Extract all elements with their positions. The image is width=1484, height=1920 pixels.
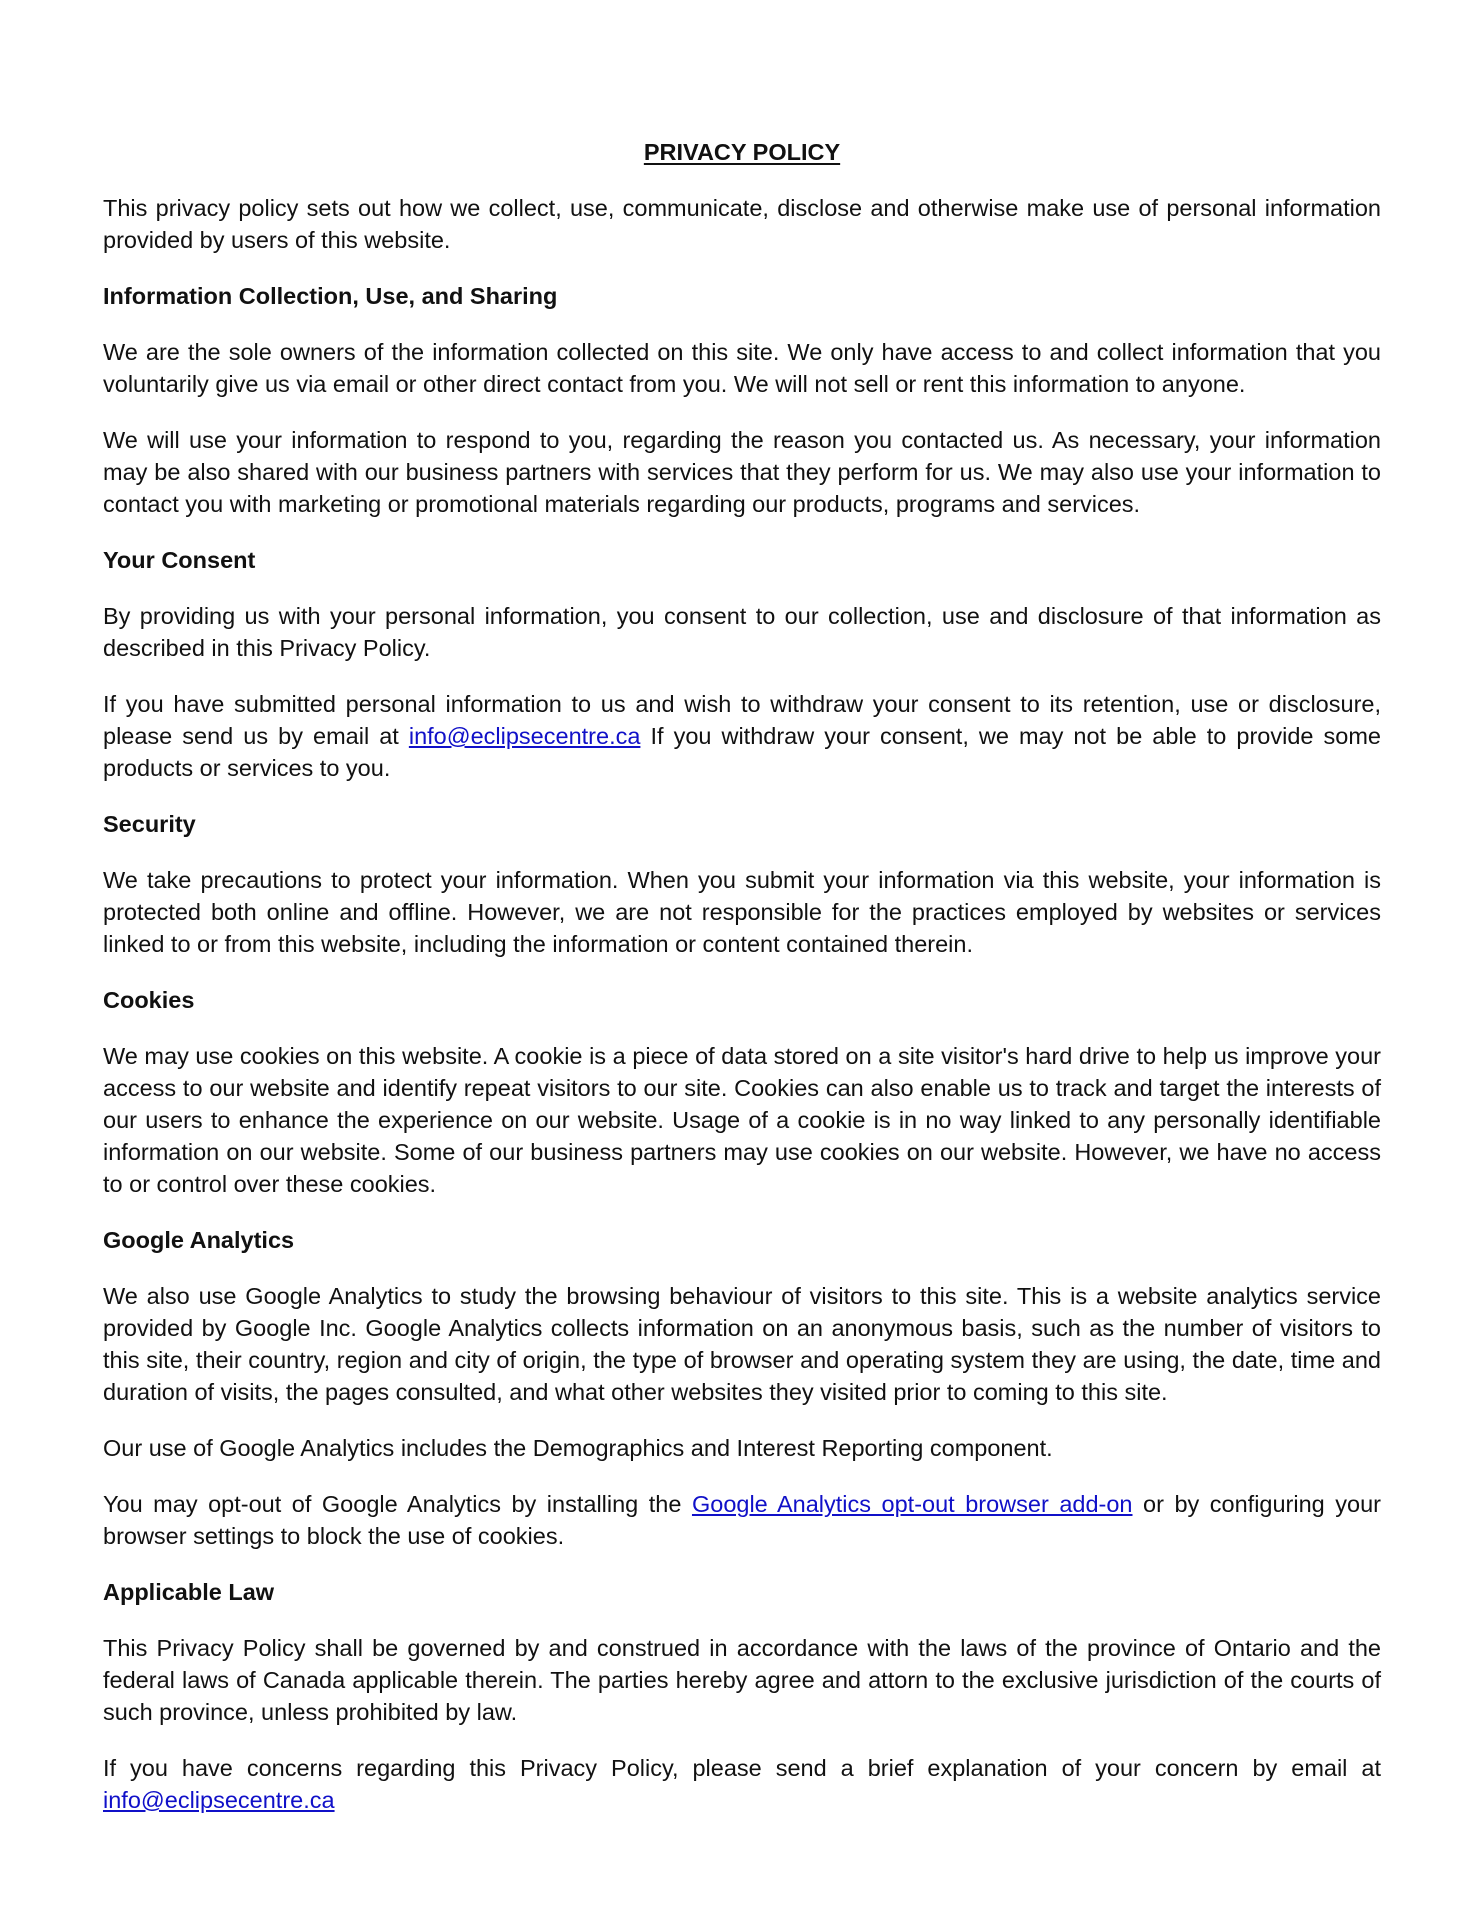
opt-out-addon-link[interactable]: Google Analytics opt-out browser add-on bbox=[691, 1491, 1133, 1517]
paragraph: We will use your information to respond to you, regarding the reason you contacted us. As necessary, your information may be also shared with our business partners with services that they perform for us. We may also use your information to contact you with marketing or promotional materials regarding our products, programs and services. bbox=[103, 427, 1381, 517]
withdraw-consent-paragraph bbox=[103, 688, 1381, 784]
paragraph-text: If you have concerns regarding this Privacy Policy, please send a brief explanation of your concern by email at bbox=[103, 1755, 1381, 1781]
optout-paragraph bbox=[103, 1488, 1381, 1552]
document-title: PRIVACY POLICY bbox=[643, 139, 841, 165]
section-heading-applicable-law: Applicable Law bbox=[103, 1579, 275, 1605]
paragraph: This Privacy Policy shall be governed by and construed in accordance with the laws of the province of Ontario and the federal laws of Canada applicable therein. The parties hereby agree and attorn to the exclusive jurisdiction of the courts of such province, unless prohibited by law. bbox=[103, 1635, 1381, 1725]
paragraph-text: If you have submitted personal information to us and wish to withdraw your consent to its retention, use or disclosure, please send us by email at bbox=[103, 691, 1381, 749]
paragraph: We also use Google Analytics to study the browsing behaviour of visitors to this site. This is a website analytics service provided by Google Inc. Google Analytics collects information on an anonymous basis, such as the number of visitors to this site, their country, region and city of origin, the type of browser and operating system they are using, the date, time and duration of visits, the pages consulted, and what other websites they visited prior to coming to this site. bbox=[103, 1283, 1381, 1405]
section-heading-google-analytics: Google Analytics bbox=[103, 1227, 295, 1253]
intro-paragraph: This privacy policy sets out how we collect, use, communicate, disclose and otherwise make use of personal information provided by users of this website. bbox=[103, 195, 1381, 253]
paragraph-text: or by configuring your browser settings to block the use of cookies. bbox=[103, 1491, 1381, 1549]
section-heading-your-consent: Your Consent bbox=[103, 547, 256, 573]
paragraph: Our use of Google Analytics includes the Demographics and Interest Reporting component. bbox=[103, 1435, 1053, 1461]
paragraph: We may use cookies on this website. A cookie is a piece of data stored on a site visitor's hard drive to help us improve your access to our website and identify repeat visitors to our site. Cookies can also enable us to track and target the interests of our users to enhance the experience on our website. Usage of a cookie is in no way linked to any personally identifiable information on our website. Some of our business partners may use cookies on our website. However, we have no access to or control over these cookies. bbox=[103, 1043, 1381, 1197]
section-heading-security: Security bbox=[103, 811, 196, 837]
section-heading-cookies: Cookies bbox=[103, 987, 195, 1013]
paragraph-text: You may opt-out of Google Analytics by installing the bbox=[103, 1491, 692, 1517]
concerns-paragraph bbox=[103, 1752, 1381, 1816]
privacy-policy-document bbox=[103, 136, 1381, 1840]
email-link[interactable]: info@eclipsecentre.ca bbox=[408, 723, 641, 749]
email-link[interactable]: info@eclipsecentre.ca bbox=[103, 1787, 335, 1813]
paragraph-text: If you withdraw your consent, we may not be able to provide some products or services to you. bbox=[103, 723, 1381, 781]
paragraph: By providing us with your personal information, you consent to our collection, use and disclosure of that information as described in this Privacy Policy. bbox=[103, 603, 1381, 661]
paragraph: We are the sole owners of the information collected on this site. We only have access to and collect information that you voluntarily give us via email or other direct contact from you. We will not sell or rent this information to anyone. bbox=[103, 339, 1381, 397]
paragraph: We take precautions to protect your information. When you submit your information via this website, your information is protected both online and offline. However, we are not responsible for the practices employed by websites or services linked to or from this website, including the information or content contained therein. bbox=[103, 867, 1381, 957]
section-heading-information-collection: Information Collection, Use, and Sharing bbox=[103, 283, 558, 309]
